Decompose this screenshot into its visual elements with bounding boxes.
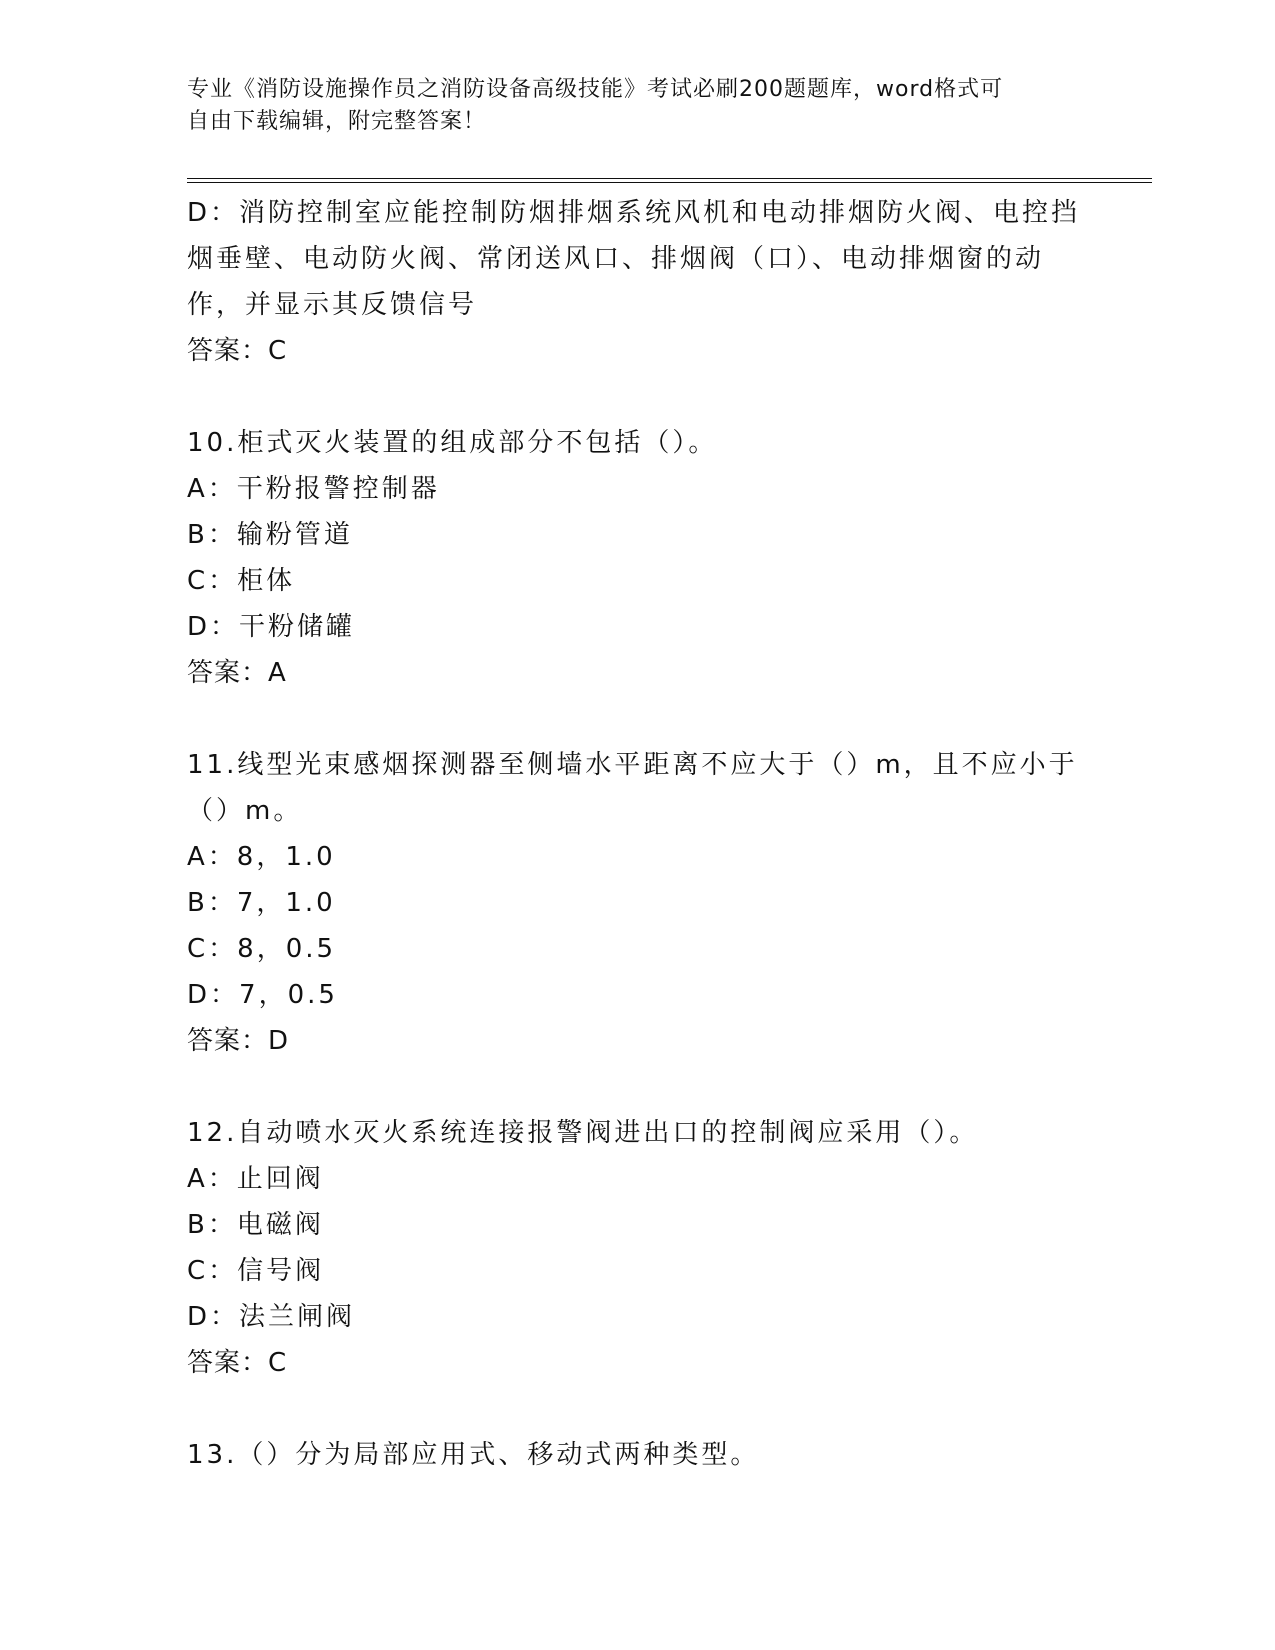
option-d-line: D：消防控制室应能控制防烟排烟系统风机和电动排烟防火阀、电控挡	[187, 198, 1081, 228]
option-b: B：7，1.0	[187, 888, 336, 918]
question-stem: 10.柜式灭火装置的组成部分不包括（）。	[187, 428, 718, 458]
spacer	[187, 1064, 1087, 1110]
prev-question-block	[187, 190, 1087, 374]
option-a: A：8，1.0	[187, 842, 336, 872]
option-a: A：干粉报警控制器	[187, 474, 440, 504]
document-header	[187, 74, 1077, 138]
option-c: C：信号阀	[187, 1256, 325, 1286]
spacer	[187, 1386, 1087, 1432]
header-divider-bottom	[187, 182, 1152, 183]
option-d: D：干粉储罐	[187, 612, 356, 642]
option-a: A：止回阀	[187, 1164, 324, 1194]
question-content	[187, 190, 1087, 1478]
question-stem: 11.线型光束感烟探测器至侧墙水平距离不应大于（）m，且不应小于	[187, 750, 1078, 780]
header-divider-top	[187, 178, 1152, 179]
option-d-line: 作，并显示其反馈信号	[187, 290, 478, 320]
spacer	[187, 374, 1087, 420]
option-c: C：柜体	[187, 566, 296, 596]
header-line-2: 自由下载编辑，附完整答案！	[187, 109, 487, 134]
option-b: B：电磁阀	[187, 1210, 324, 1240]
question-stem: 12.自动喷水灭火系统连接报警阀进出口的控制阀应采用（）。	[187, 1118, 979, 1148]
answer-line: 答案：D	[187, 1026, 290, 1056]
question-11	[187, 742, 1087, 1064]
question-12	[187, 1110, 1087, 1386]
option-d-line: 烟垂壁、电动防火阀、常闭送风口、排烟阀（口）、电动排烟窗的动	[187, 244, 1045, 274]
option-d: D：法兰闸阀	[187, 1302, 356, 1332]
answer-line: 答案：C	[187, 1348, 288, 1378]
header-line-1: 专业《消防设施操作员之消防设备高级技能》考试必刷200题题库，word格式可	[187, 77, 1004, 102]
spacer	[187, 696, 1087, 742]
answer-line: 答案：A	[187, 658, 287, 688]
question-13	[187, 1432, 1087, 1478]
option-c: C：8，0.5	[187, 934, 337, 964]
question-stem-continued: （）m。	[187, 796, 303, 826]
option-b: B：输粉管道	[187, 520, 353, 550]
question-stem: 13.（）分为局部应用式、移动式两种类型。	[187, 1440, 760, 1470]
answer-line: 答案：C	[187, 336, 288, 366]
option-d: D：7，0.5	[187, 980, 338, 1010]
question-10	[187, 420, 1087, 696]
